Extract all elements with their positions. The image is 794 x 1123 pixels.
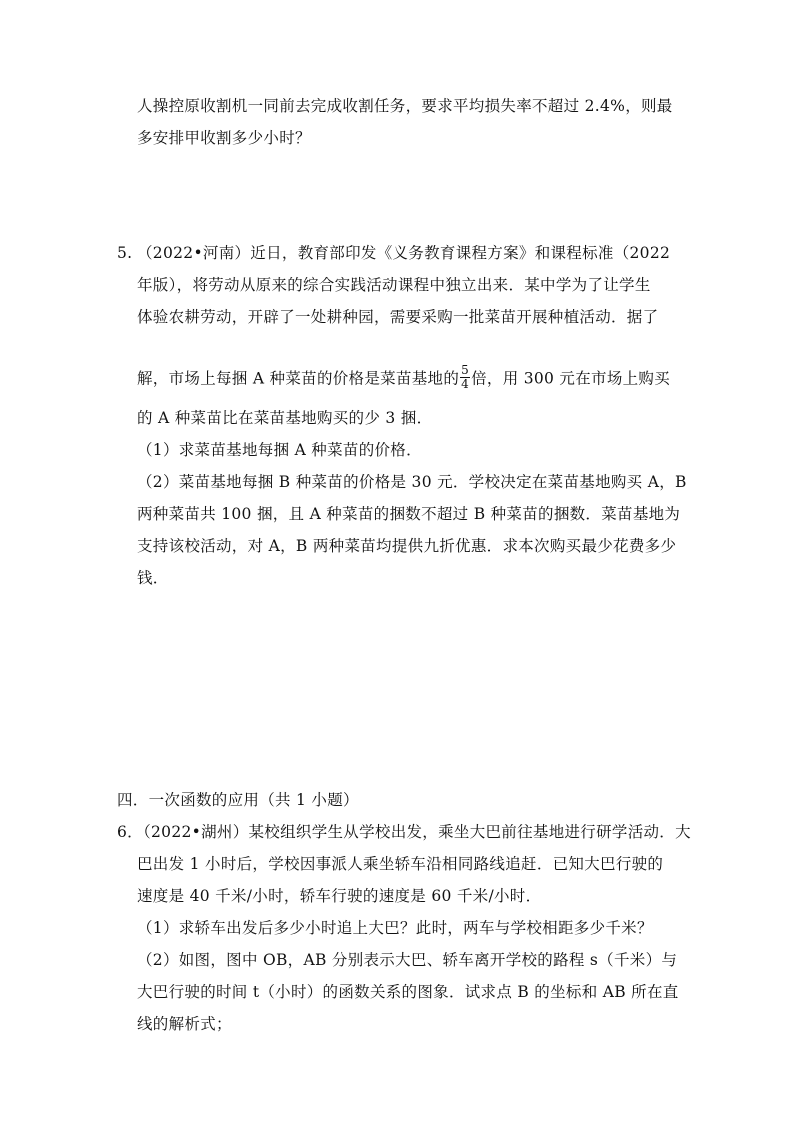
question-text bbox=[137, 363, 671, 393]
question-text: 体验农耕劳动，开辟了一处耕种园，需要采购一批菜苗开展种植活动．据了 bbox=[137, 308, 659, 326]
question-text: 6．（2022•湖州）某校组织学生从学校出发，乘坐大巴前往基地进行研学活动．大 bbox=[117, 823, 691, 841]
sub-question: 大巴行驶的时间 t（小时）的函数关系的图象．试求点 B 的坐标和 AB 所在直 bbox=[137, 983, 679, 1001]
question-text: 年版），将劳动从原来的综合实践活动课程中独立出来．某中学为了让学生 bbox=[137, 276, 651, 294]
fraction-denominator: 4 bbox=[461, 377, 470, 391]
sub-question: 两种菜苗共 100 捆，且 A 种菜苗的捆数不超过 B 种菜苗的捆数．菜苗基地为 bbox=[137, 505, 681, 523]
sub-question: （2）菜苗基地每捆 B 种菜苗的价格是 30 元．学校决定在菜苗基地购买 A，B bbox=[137, 473, 687, 491]
question-text: 速度是 40 千米/小时，轿车行驶的速度是 60 千米/小时． bbox=[137, 887, 542, 905]
text-segment: 倍，用 300 元在市场上购买 bbox=[471, 369, 671, 388]
sub-question: 线的解析式； bbox=[137, 1015, 232, 1033]
section-heading: 四．一次函数的应用（共 1 小题） bbox=[117, 791, 359, 809]
fraction-numerator: 5 bbox=[461, 363, 470, 377]
text-line: 多安排甲收割多少小时？ bbox=[137, 129, 311, 147]
question-text: 巴出发 1 小时后，学校因事派人乘坐轿车沿相同路线追赶．已知大巴行驶的 bbox=[137, 855, 664, 873]
text-line: 人操控原收割机一同前去完成收割任务，要求平均损失率不超过 2.4%，则最 bbox=[137, 97, 673, 115]
sub-question: （1）求菜苗基地每捆 A 种菜苗的价格． bbox=[137, 441, 422, 459]
sub-question: （1）求轿车出发后多少小时追上大巴？此时，两车与学校相距多少千米？ bbox=[137, 919, 653, 937]
question-number: 5. bbox=[117, 244, 133, 262]
fraction bbox=[460, 364, 470, 391]
question-text: （2022•河南）近日，教育部印发《义务教育课程方案》和课程标准（2022 bbox=[137, 244, 671, 262]
sub-question: 钱． bbox=[137, 569, 169, 587]
text-segment: 解，市场上每捆 A 种菜苗的价格是菜苗基地的 bbox=[137, 369, 460, 388]
sub-question: （2）如图，图中 OB，AB 分别表示大巴、轿车离开学校的路程 s（千米）与 bbox=[137, 951, 678, 969]
question-text: 的 A 种菜苗比在菜苗基地购买的少 3 捆． bbox=[137, 409, 433, 427]
sub-question: 支持该校活动，对 A，B 两种菜苗均提供九折优惠．求本次购买最少花费多少 bbox=[137, 537, 677, 555]
